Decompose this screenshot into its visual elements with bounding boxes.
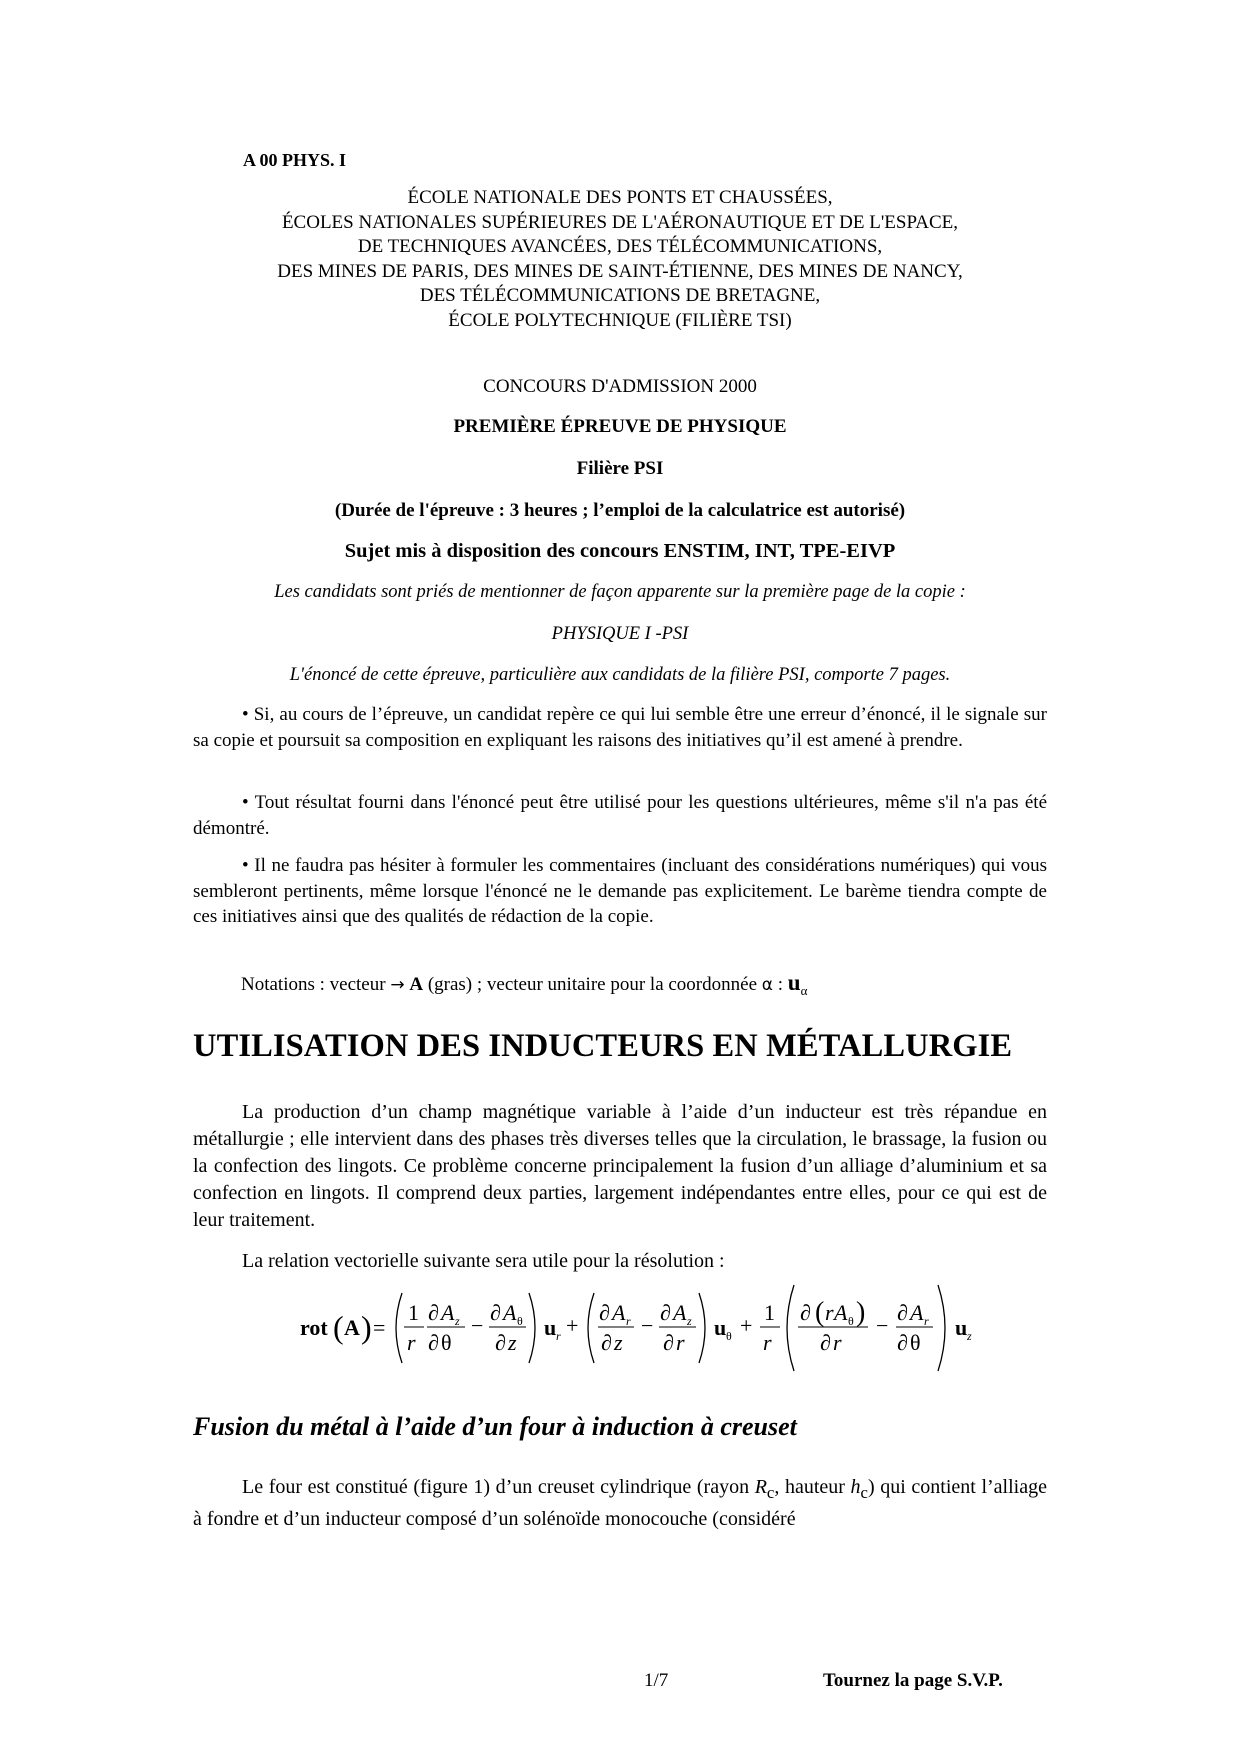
- big-left-paren: [787, 1285, 794, 1371]
- school-line: ÉCOLE NATIONALE DES PONTS ET CHAUSSÉES,: [407, 187, 833, 208]
- subscript-theta: θ: [517, 1314, 523, 1328]
- component-a: A: [503, 1300, 517, 1325]
- page-number: 1/7: [644, 1670, 669, 1691]
- component-a: A: [834, 1300, 848, 1325]
- rot-label: rot: [300, 1315, 328, 1340]
- partial-symbol: ∂: [599, 1300, 610, 1325]
- candidates-note: Les candidats sont priés de mentionner de façon apparente sur la première page de la copie :: [274, 582, 966, 602]
- four-text: , hauteur: [774, 1476, 851, 1498]
- big-right-paren: [699, 1293, 705, 1363]
- schools-list: [193, 186, 1047, 333]
- component-a: A: [441, 1300, 455, 1325]
- subscript-theta: θ: [726, 1329, 732, 1343]
- theta-symbol: θ: [441, 1330, 452, 1355]
- component-a: A: [673, 1300, 687, 1325]
- big-left-paren: [588, 1293, 594, 1363]
- unit-vector-subscript: α: [800, 982, 808, 998]
- notation-bold-a: A: [409, 974, 424, 995]
- notation-text: Notations : vecteur: [241, 974, 391, 995]
- numerator-one: 1: [764, 1300, 775, 1325]
- paren: ): [361, 1309, 372, 1345]
- school-line: ÉCOLES NATIONALES SUPÉRIEURES DE L'AÉRONAUTIQUE ET DE L'ESPACE,: [281, 211, 959, 233]
- numerator-one: 1: [408, 1300, 419, 1325]
- component-a: A: [612, 1300, 626, 1325]
- rot-formula: [300, 1275, 1000, 1375]
- big-left-paren: [396, 1293, 402, 1363]
- big-right-paren: [529, 1293, 535, 1363]
- component-a: A: [910, 1300, 924, 1325]
- variable-r: r: [676, 1330, 685, 1355]
- physique-label: PHYSIQUE I -PSI: [551, 624, 689, 644]
- plus-sign: +: [566, 1313, 579, 1338]
- variable-r: r: [833, 1330, 842, 1355]
- school-line: DES TÉLÉCOMMUNICATIONS DE BRETAGNE,: [419, 285, 821, 306]
- subscript-r: r: [556, 1329, 561, 1343]
- denominator-r: r: [407, 1330, 416, 1355]
- plus-sign: +: [740, 1313, 753, 1338]
- subscript-c: c: [860, 1483, 868, 1502]
- instruction-paragraph: • Il ne faudra pas hésiter à formuler les commentaires (incluant des considérations numériques) qui vous sembleront pertinents, même lorsque l'énoncé ne le demande pas explicitement. Le barème tiendra compte de ces initiatives ainsi que des qualités de rédaction de la copie.: [193, 855, 1047, 927]
- partial-symbol: ∂: [660, 1300, 671, 1325]
- subscript-c: c: [766, 1483, 775, 1502]
- symbol-hc: h: [850, 1476, 861, 1498]
- unit-vector-u: u: [714, 1315, 727, 1340]
- minus-sign: −: [641, 1313, 654, 1338]
- unit-vector-u: u: [955, 1315, 968, 1340]
- duration-note: (Durée de l'épreuve : 3 heures ; l’emploi de la calculatrice est autorisé): [334, 500, 906, 521]
- subscript-z: z: [687, 1314, 692, 1328]
- four-text: Le four est constitué (figure 1) d’un creuset cylindrique (rayon: [242, 1476, 755, 1498]
- main-title: UTILISATION DES INDUCTEURS EN MÉTALLURGIE: [193, 1028, 1013, 1064]
- paren: (: [815, 1297, 825, 1328]
- school-line: DES MINES DE PARIS, DES MINES DE SAINT-ÉTIENNE, DES MINES DE NANCY,: [277, 260, 963, 282]
- school-line: DE TECHNIQUES AVANCÉES, DES TÉLÉCOMMUNICATIONS,: [357, 236, 883, 257]
- minus-sign: −: [876, 1313, 889, 1338]
- instruction-paragraph: • Si, au cours de l’épreuve, un candidat repère ce qui lui semble être une erreur d’énoncé, il le signale sur sa copie et poursuit sa composition en expliquant les raisons des initiatives qu’il est amené à prendre.: [193, 704, 1047, 751]
- denominator-r: r: [763, 1330, 772, 1355]
- enonce-note: L'énoncé de cette épreuve, particulière aux candidats de la filière PSI, comporte 7 pages.: [289, 665, 951, 685]
- sujet-note: Sujet mis à disposition des concours ENSTIM, INT, TPE-EIVP: [344, 540, 896, 562]
- equals-sign: =: [373, 1315, 386, 1340]
- unit-vector-u: u: [787, 970, 801, 995]
- four-paragraph: [193, 1474, 1047, 1533]
- subscript-theta: θ: [848, 1314, 854, 1328]
- notation-line: [241, 970, 807, 999]
- arrow-symbol: →: [390, 975, 405, 995]
- section-title: Fusion du métal à l’aide d’un four à induction à creuset: [193, 1412, 797, 1441]
- epreuve-title: PREMIÈRE ÉPREUVE DE PHYSIQUE: [453, 416, 787, 437]
- turn-page-note: Tournez la page S.V.P.: [823, 1670, 1003, 1691]
- partial-symbol: ∂: [490, 1300, 501, 1325]
- minus-sign: −: [471, 1313, 484, 1338]
- partial-symbol: ∂: [428, 1330, 439, 1355]
- filiere-label: Filière PSI: [576, 458, 664, 479]
- vector-a: A: [344, 1315, 360, 1340]
- subscript-z: z: [967, 1329, 972, 1343]
- partial-symbol: ∂: [800, 1300, 811, 1325]
- variable-z: z: [614, 1330, 623, 1355]
- notation-text: (gras) ; vecteur unitaire pour la coordonnée: [423, 974, 762, 995]
- partial-symbol: ∂: [820, 1330, 831, 1355]
- symbol-rc: R: [754, 1476, 767, 1498]
- partial-symbol: ∂: [663, 1330, 674, 1355]
- variable-r: r: [825, 1300, 834, 1325]
- paren: (: [333, 1309, 344, 1345]
- intro-paragraph: La production d’un champ magnétique variable à l’aide d’un inducteur est très répandue en métallurgie ; elle intervient dans des phases très diverses telles que la circulation, le brassage, la fusion ou la confection des lingots. Ce problème concerne principalement la fusion d’un alliage d’aluminium et sa confection en lingots. Il comprend deux parties, largement indépendantes entre elles, pour ce qui est de leur traitement.: [193, 1101, 1047, 1231]
- partial-symbol: ∂: [601, 1330, 612, 1355]
- alpha-symbol: α: [761, 975, 773, 995]
- four-text: ) qui contient l’alliage à fondre et d’un inducteur composé d’un solénoïde monocouche (considéré: [193, 1476, 1047, 1530]
- big-right-paren: [938, 1285, 945, 1371]
- unit-vector-u: u: [544, 1315, 557, 1340]
- school-line: ÉCOLE POLYTECHNIQUE (FILIÈRE TSI): [448, 309, 792, 331]
- instruction-paragraph: • Tout résultat fourni dans l'énoncé peut être utilisé pour les questions ultérieures, même s'il n'a pas été démontré.: [193, 792, 1047, 839]
- subscript-r: r: [626, 1314, 631, 1328]
- concours-title: CONCOURS D'ADMISSION 2000: [483, 376, 757, 397]
- notation-colon: :: [772, 974, 788, 995]
- partial-symbol: ∂: [897, 1330, 908, 1355]
- subscript-r: r: [924, 1314, 929, 1328]
- partial-symbol: ∂: [897, 1300, 908, 1325]
- variable-z: z: [508, 1330, 517, 1355]
- subscript-z: z: [455, 1314, 460, 1328]
- relation-paragraph: La relation vectorielle suivante sera utile pour la résolution :: [242, 1250, 725, 1272]
- exam-code: A 00 PHYS. I: [243, 150, 347, 170]
- partial-symbol: ∂: [428, 1300, 439, 1325]
- partial-symbol: ∂: [495, 1330, 506, 1355]
- theta-symbol: θ: [910, 1330, 921, 1355]
- paren: ): [856, 1297, 866, 1328]
